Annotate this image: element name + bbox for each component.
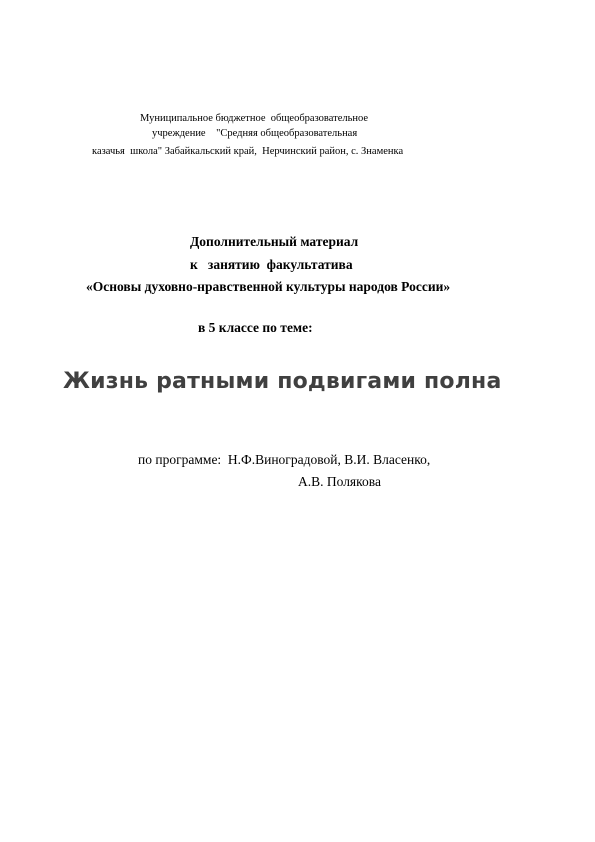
program-line-2: А.В. Полякова (298, 474, 381, 489)
institution-line-3: казачья школа" Забайкальский край, Нерчинский район, с. Знаменка (92, 146, 404, 157)
institution-line-2: учреждение "Средняя общеобразовательная (152, 128, 358, 139)
heading-line-2: к занятию факультатива (190, 257, 353, 272)
institution-line-1: Муниципальное бюджетное общеобразовательное (140, 113, 369, 124)
page-title: Жизнь ратными подвигами полна (63, 369, 502, 394)
heading-line-1: Дополнительный материал (190, 234, 359, 249)
heading-line-4: в 5 классе по теме: (198, 320, 313, 335)
program-line-1: по программе: Н.Ф.Виноградовой, В.И. Власенко, (138, 452, 431, 467)
heading-line-3: «Основы духовно-нравственной культуры народов России» (86, 279, 451, 294)
